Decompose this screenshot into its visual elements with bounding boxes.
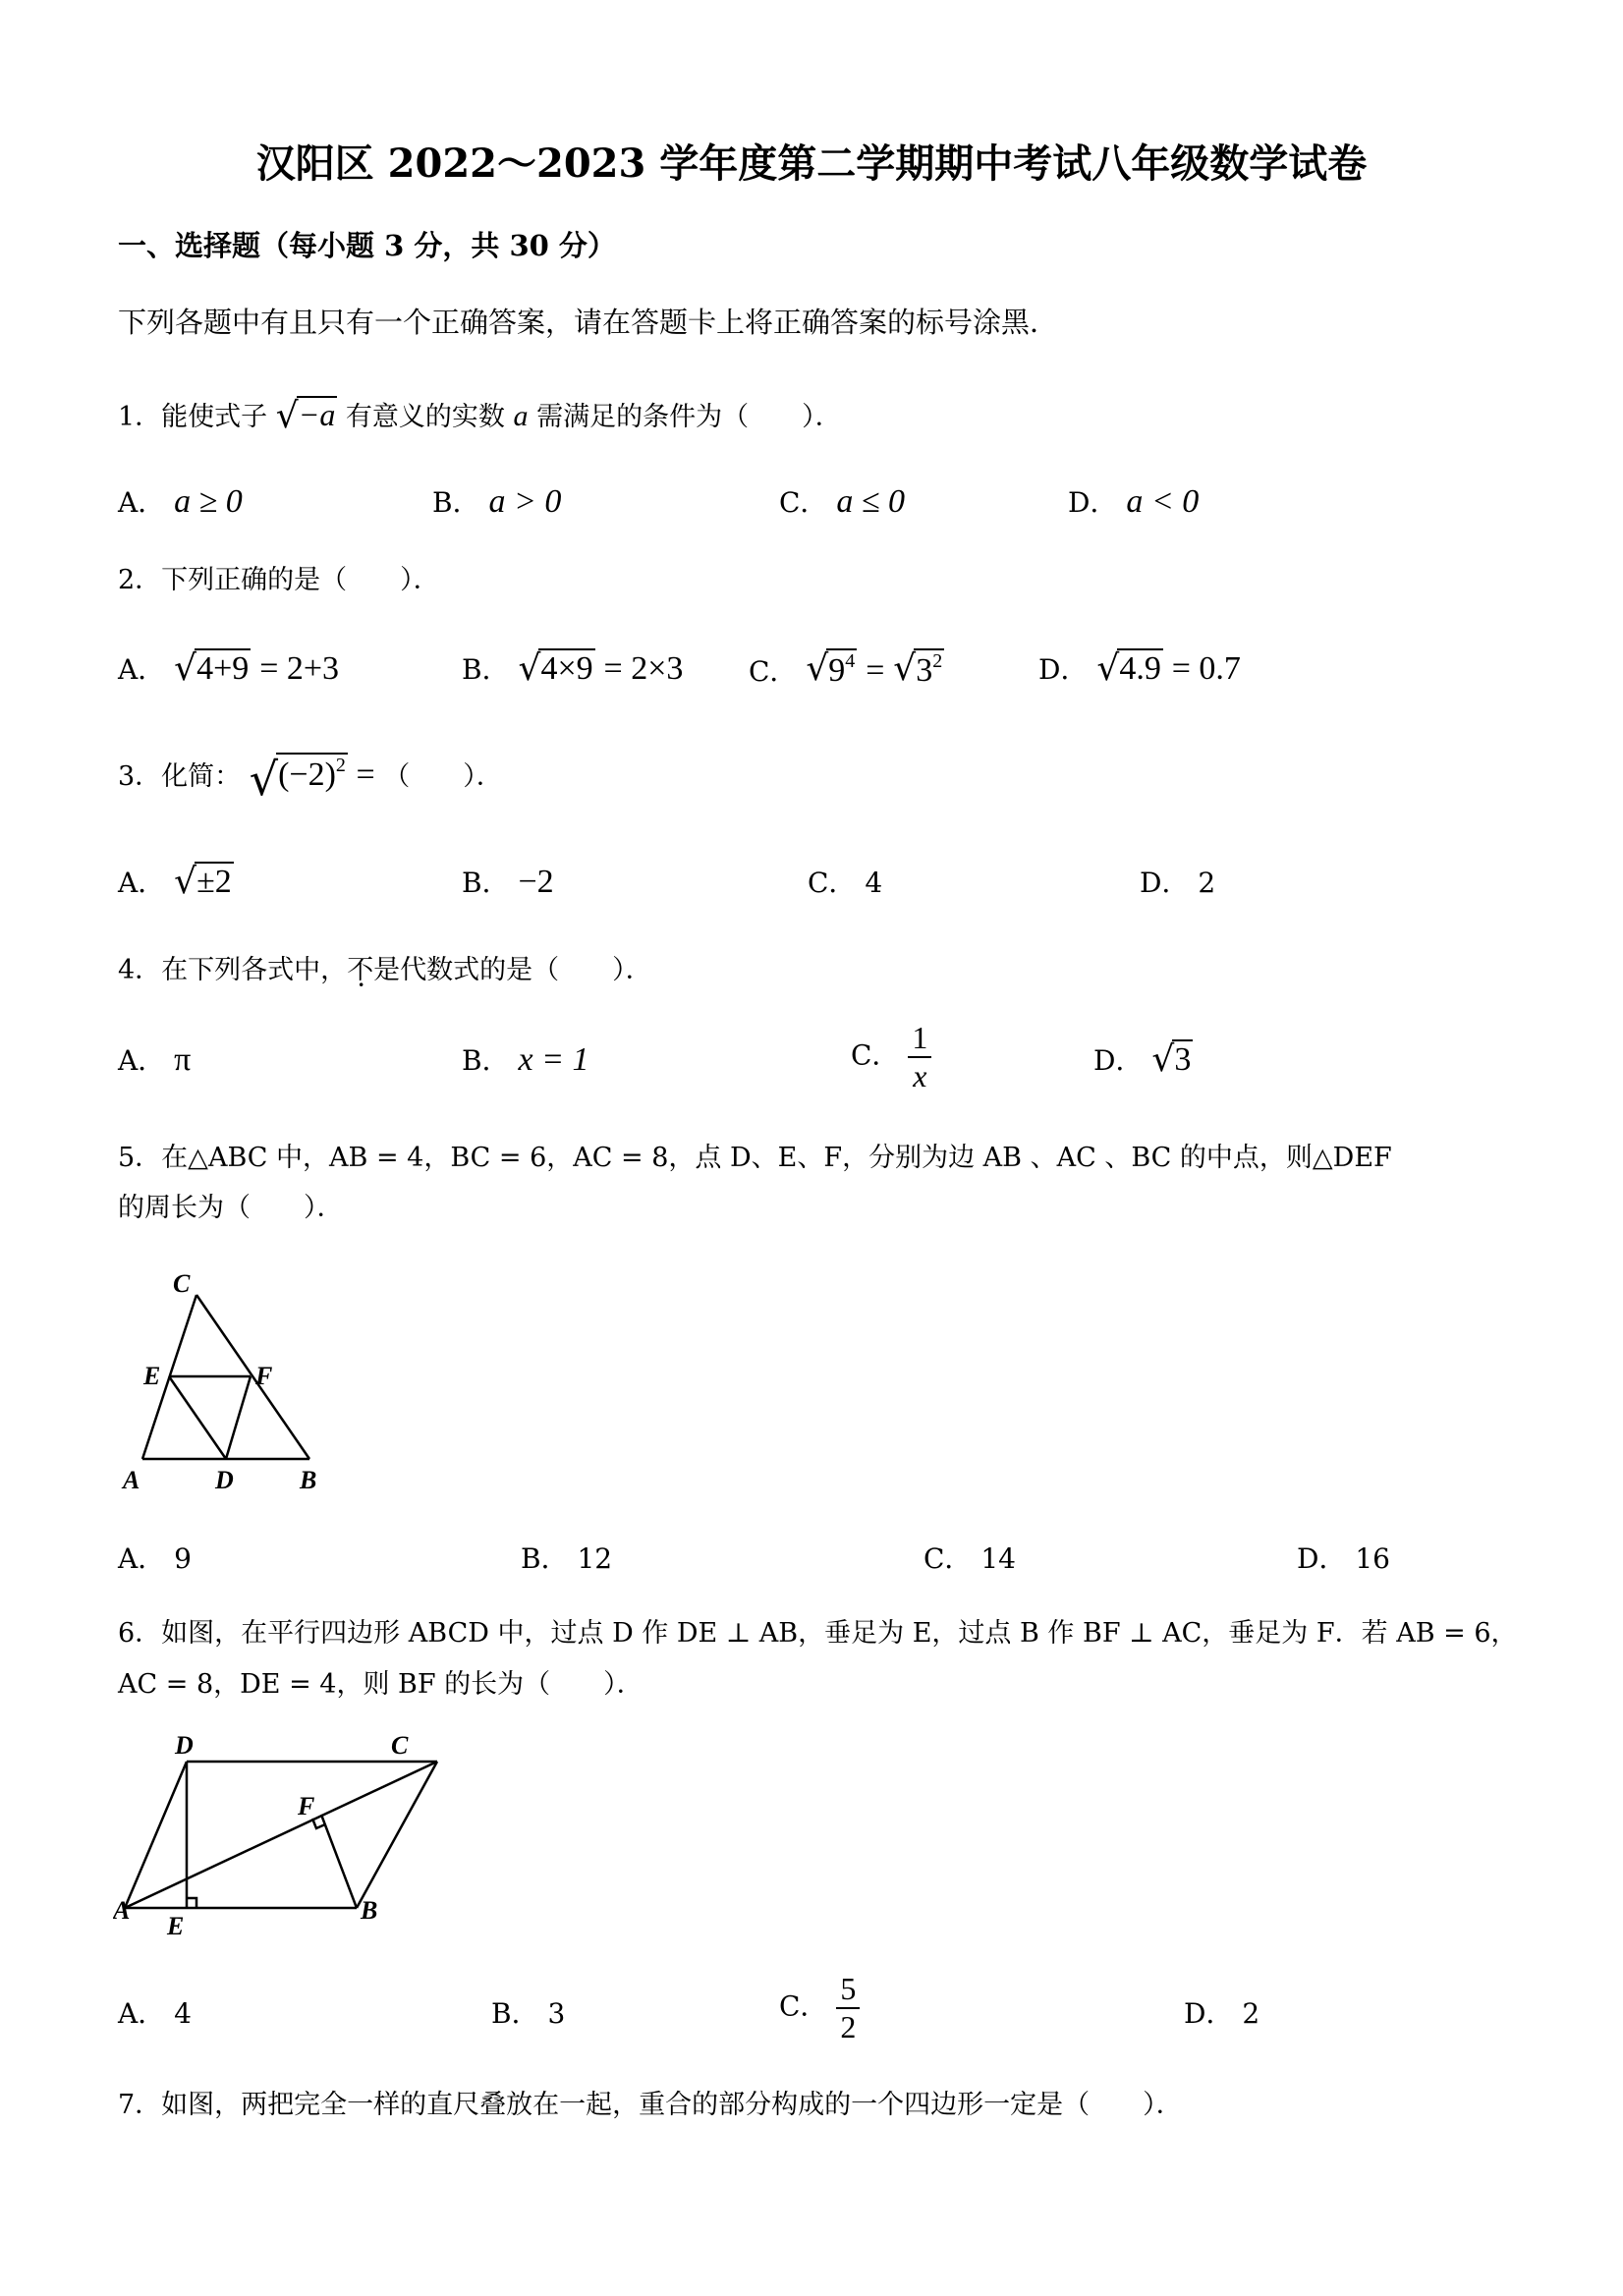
q6-option-c[interactable]: [779, 1971, 860, 2045]
q1-var: a: [513, 400, 529, 432]
q1-option-d[interactable]: [1068, 481, 1199, 521]
option-radicand: 4+9: [196, 650, 250, 687]
question-4: [118, 948, 652, 986]
label-e: E: [167, 1912, 185, 1940]
option-label: D．: [1297, 1542, 1347, 1575]
option-expr: −2: [518, 864, 554, 900]
question-3: [118, 753, 503, 806]
segment-bc: [357, 1762, 437, 1908]
option-label: A．: [118, 1542, 166, 1575]
q6-parallelogram-figure: [113, 1724, 467, 1940]
option-expr: x = 1: [518, 1041, 589, 1078]
option-label: A．: [118, 486, 166, 519]
option-label: A．: [118, 653, 166, 686]
option-label: C．: [749, 655, 798, 688]
option-label: B．: [432, 486, 480, 519]
option-label: A．: [118, 867, 166, 899]
option-expr: a > 0: [488, 483, 562, 520]
question-2: 2．下列正确的是（ ）．: [118, 565, 440, 595]
option-rhs: = 0.7: [1171, 650, 1241, 687]
q1-option-c[interactable]: [779, 481, 905, 521]
fraction-denominator: x: [913, 1057, 927, 1093]
q1-option-b[interactable]: [432, 481, 561, 521]
option-label: C．: [923, 1542, 973, 1575]
radical-sign: √: [518, 648, 541, 689]
label-c: C: [391, 1731, 409, 1760]
segment-ac: [125, 1762, 437, 1908]
option-value: 14: [980, 1542, 1016, 1575]
option-value: 4: [174, 1997, 192, 2030]
q5-option-a[interactable]: [118, 1538, 192, 1577]
option-label: B．: [462, 867, 510, 899]
option-expr: a ≤ 0: [836, 483, 906, 520]
label-c: C: [173, 1269, 191, 1298]
segment-fd: [226, 1376, 251, 1459]
option-value: 9: [174, 1542, 192, 1575]
option-exp: 2: [932, 650, 943, 672]
option-label: B．: [491, 1997, 539, 2030]
q4-emphasis: 不是: [347, 955, 401, 985]
fraction: [836, 1971, 860, 2045]
fraction-numerator: 1: [908, 1020, 931, 1058]
q4-option-b[interactable]: [462, 1039, 589, 1079]
question-1: [118, 395, 842, 436]
q5-triangle-figure: [113, 1262, 339, 1503]
segment-ad: [125, 1762, 187, 1908]
question-6-line1: 6．如图，在平行四边形 ABCD 中，过点 D 作 DE ⊥ AB，垂足为 E，过点 B 作 BF ⊥ AC，垂足为 F．若 AB = 6，: [118, 1618, 1518, 1649]
q4-option-a[interactable]: [118, 1039, 191, 1079]
section-instruction: 下列各题中有且只有一个正确答案，请在答题卡上将正确答案的标号涂黑．: [118, 306, 1059, 339]
option-label: D．: [1068, 486, 1118, 519]
q3-option-c[interactable]: [808, 862, 882, 901]
option-label: D．: [1184, 1997, 1234, 2030]
radical-sign: √: [893, 648, 917, 689]
q3-option-a[interactable]: [118, 862, 234, 902]
fraction-denominator: 2: [840, 2008, 857, 2044]
q2-option-c[interactable]: [749, 648, 944, 690]
q1-mid: 有意义的实数: [345, 402, 505, 432]
option-label: B．: [462, 1044, 510, 1077]
label-f: F: [255, 1362, 273, 1390]
radical-sign: √: [174, 648, 197, 689]
label-d: D: [215, 1466, 234, 1494]
option-label: A．: [118, 1997, 166, 2030]
q2-option-d[interactable]: [1038, 648, 1241, 689]
q6-option-a[interactable]: [118, 1992, 192, 2032]
fraction: [908, 1020, 931, 1094]
label-e: E: [143, 1362, 161, 1390]
fraction-numerator: 5: [836, 1971, 860, 2009]
q3-option-b[interactable]: [462, 862, 554, 901]
q6-option-d[interactable]: [1184, 1992, 1259, 2032]
q6-option-b[interactable]: [491, 1992, 565, 2032]
option-rhs: = 2×3: [603, 650, 684, 687]
option-label: C．: [779, 486, 828, 519]
q3-eq: =: [356, 756, 375, 793]
option-label: C．: [779, 1989, 828, 2023]
q1-option-a[interactable]: [118, 481, 243, 521]
label-d: D: [175, 1731, 194, 1760]
q2-option-a[interactable]: [118, 648, 339, 689]
right-angle-mark-e: [187, 1898, 196, 1908]
q2-option-b[interactable]: [462, 648, 683, 689]
option-expr: 2: [1198, 867, 1216, 899]
option-label: D．: [1140, 867, 1190, 899]
q4-stem-b: 代数式的是（ ）．: [400, 955, 652, 985]
option-value: 12: [577, 1542, 613, 1575]
q3-prefix: 3．化简：: [118, 761, 242, 792]
q1-suffix: 需满足的条件为（ ）．: [536, 402, 842, 432]
q3-option-d[interactable]: [1140, 862, 1215, 901]
option-value: 16: [1355, 1542, 1390, 1575]
exam-title: 汉阳区 2022～2023 学年度第二学期期中考试八年级数学试卷: [255, 140, 1368, 187]
question-5-line2: 的周长为（ ）．: [118, 1193, 344, 1223]
q3-exp: 2: [335, 755, 346, 776]
q5-option-c[interactable]: [923, 1538, 1016, 1577]
radical-sign: √: [174, 862, 197, 902]
q1-radical: √−a: [275, 396, 336, 436]
option-label: B．: [521, 1542, 569, 1575]
label-f: F: [298, 1792, 315, 1820]
radical-sign: √: [249, 753, 279, 806]
question-7: 7．如图，两把完全一样的直尺叠放在一起，重合的部分构成的一个四边形一定是（ ）．: [118, 2090, 1183, 2120]
option-expr: π: [174, 1041, 192, 1078]
option-expr: a ≥ 0: [174, 483, 243, 520]
option-radicand: ±2: [196, 864, 232, 900]
question-6-line2: AC = 8，DE = 4，则 BF 的长为（ ）．: [118, 1669, 644, 1700]
option-exp: 4: [845, 650, 856, 672]
option-radicand: 4×9: [540, 650, 593, 687]
label-a: A: [113, 1896, 131, 1925]
option-radicand: 4.9: [1119, 650, 1161, 687]
option-label: A．: [118, 1044, 166, 1077]
q3-inner: (−2): [278, 756, 336, 793]
option-value: 2: [1242, 1997, 1260, 2030]
option-label: B．: [462, 653, 510, 686]
radical-sign: √: [1151, 1039, 1175, 1080]
label-b: B: [361, 1896, 378, 1925]
option-eq: =: [866, 652, 885, 689]
option-label: C．: [808, 867, 857, 899]
q5-option-b[interactable]: [521, 1538, 612, 1577]
label-b: B: [300, 1466, 317, 1494]
segment-bf: [321, 1815, 357, 1908]
option-expr: 4: [865, 867, 883, 899]
q4-stem-a: 4．在下列各式中，: [118, 955, 348, 985]
option-base: 3: [916, 652, 933, 689]
option-radicand: 3: [1174, 1041, 1192, 1078]
section-heading: 一、选择题（每小题 3 分，共 30 分）: [118, 229, 616, 262]
option-label: D．: [1038, 653, 1089, 686]
question-5-line1: 5．在△ABC 中，AB = 4，BC = 6，AC = 8，点 D、E、F，分别为边 AB 、AC 、BC 的中点，则△DEF: [118, 1143, 1392, 1173]
q3-suffix: （ ）．: [383, 761, 503, 792]
segment-ed: [169, 1376, 226, 1459]
radical-sign: √: [806, 648, 829, 689]
option-expr: a < 0: [1126, 483, 1200, 520]
q4-option-d[interactable]: [1093, 1039, 1193, 1080]
q5-option-d[interactable]: [1297, 1538, 1390, 1577]
option-label: D．: [1093, 1044, 1144, 1077]
q1-prefix: 1．能使式子: [118, 402, 268, 432]
radical-sign: √: [1096, 648, 1120, 689]
option-label: C．: [851, 1038, 900, 1072]
q4-option-c[interactable]: [851, 1020, 931, 1094]
label-a: A: [123, 1466, 140, 1494]
option-value: 3: [547, 1997, 566, 2030]
option-rhs: = 2+3: [259, 650, 340, 687]
q1-radicand: −a: [298, 397, 336, 432]
option-base: 9: [828, 652, 846, 689]
